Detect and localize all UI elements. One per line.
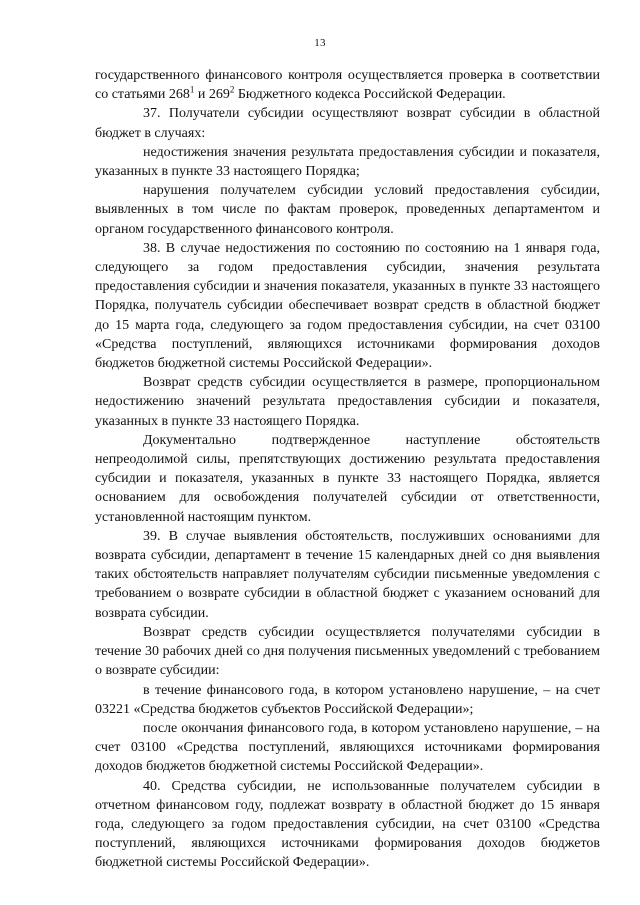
paragraph: Возврат средств субсидии осуществляется в размере, пропорциональном недостижению значений результата предоставления субсидии и показателя, указанных в пункте 33 настоящего Порядка.: [95, 375, 600, 429]
paragraph: после окончания финансового года, в котором установлено нарушение, – на счет 03100 «Средства поступлений, являющихся источниками формирования доходов бюджетов бюджетной системы Российской Федерации».: [95, 720, 600, 775]
paragraph: 40. Средства субсидии, не использованные получателем субсидии в отчетном финансовом году, подлежат возврату в областной бюджет до 15 января года, следующего за годом предоставления субсидии, на счет 03100 «Средства поступлений, являющихся источниками формирования доходов бюджетов бюджетной системы Российской Федерации».: [95, 778, 600, 871]
paragraph: нарушения получателем субсидии условий предоставления субсидии, выявленных в том числе по фактам проверок, проведенных департаментом и органом государственного финансового контроля.: [95, 183, 600, 237]
page-number: 13: [314, 37, 326, 49]
footnote-superscript: 2: [229, 84, 235, 95]
paragraph: [95, 66, 600, 104]
paragraph: Возврат средств субсидии осуществляется получателями субсидии в течение 30 рабочих дней со дня получения письменных уведомлений с требованием о возврате субсидии:: [95, 624, 600, 679]
paragraph: 37. Получатели субсидии осуществляют возврат субсидии в областной бюджет в случаях:: [95, 106, 600, 141]
document-body: [95, 66, 600, 873]
paragraph-text: Бюджетного кодекса Российской Федерации.: [234, 87, 506, 103]
paragraph: 38. В случае недостижения по состоянию по состоянию на 1 января года, следующего за годом предоставления субсидии, значения результата предоставления субсидии и значения показателя, указанных в пункте 33 настоящего Порядка, получатель субсидии обеспечивает возврат средств в областной бюджет до 15 марта года, следующего за годом предоставления субсидии, на счет 03100 «Средства поступлений, являющихся источниками формирования доходов бюджетов бюджетной системы Российской Федерации».: [95, 240, 600, 372]
footnote-superscript: 1: [189, 84, 195, 95]
paragraph: 39. В случае выявления обстоятельств, послуживших основаниями для возврата субсидии, департамент в течение 15 календарных дней со дня выявления таких обстоятельств направляет получателям субсидии письменные уведомления с требованием о возврате субсидии в областной бюджет с указанием оснований для возврата субсидии.: [95, 528, 600, 621]
paragraph: в течение финансового года, в котором установлено нарушение, – на счет 03221 «Средства бюджетов субъектов Российской Федерации»;: [95, 682, 600, 717]
paragraph-text: и 269: [194, 87, 230, 103]
paragraph: недостижения значения результата предоставления субсидии и показателя, указанных в пункте 33 настоящего Порядка;: [95, 144, 600, 180]
paragraph: Документально подтвержденное наступление обстоятельств непреодолимой силы, препятствующих достижению результата предоставления субсидии и показателя, указанных в пункте 33 настоящего Порядка, является основанием для освобождения получателей субсидии от ответственности, установленной настоящим пунктом.: [95, 432, 600, 525]
paragraph-text: государственного финансового контроля осуществляется проверка в соответствии со статьями 268: [95, 68, 600, 103]
